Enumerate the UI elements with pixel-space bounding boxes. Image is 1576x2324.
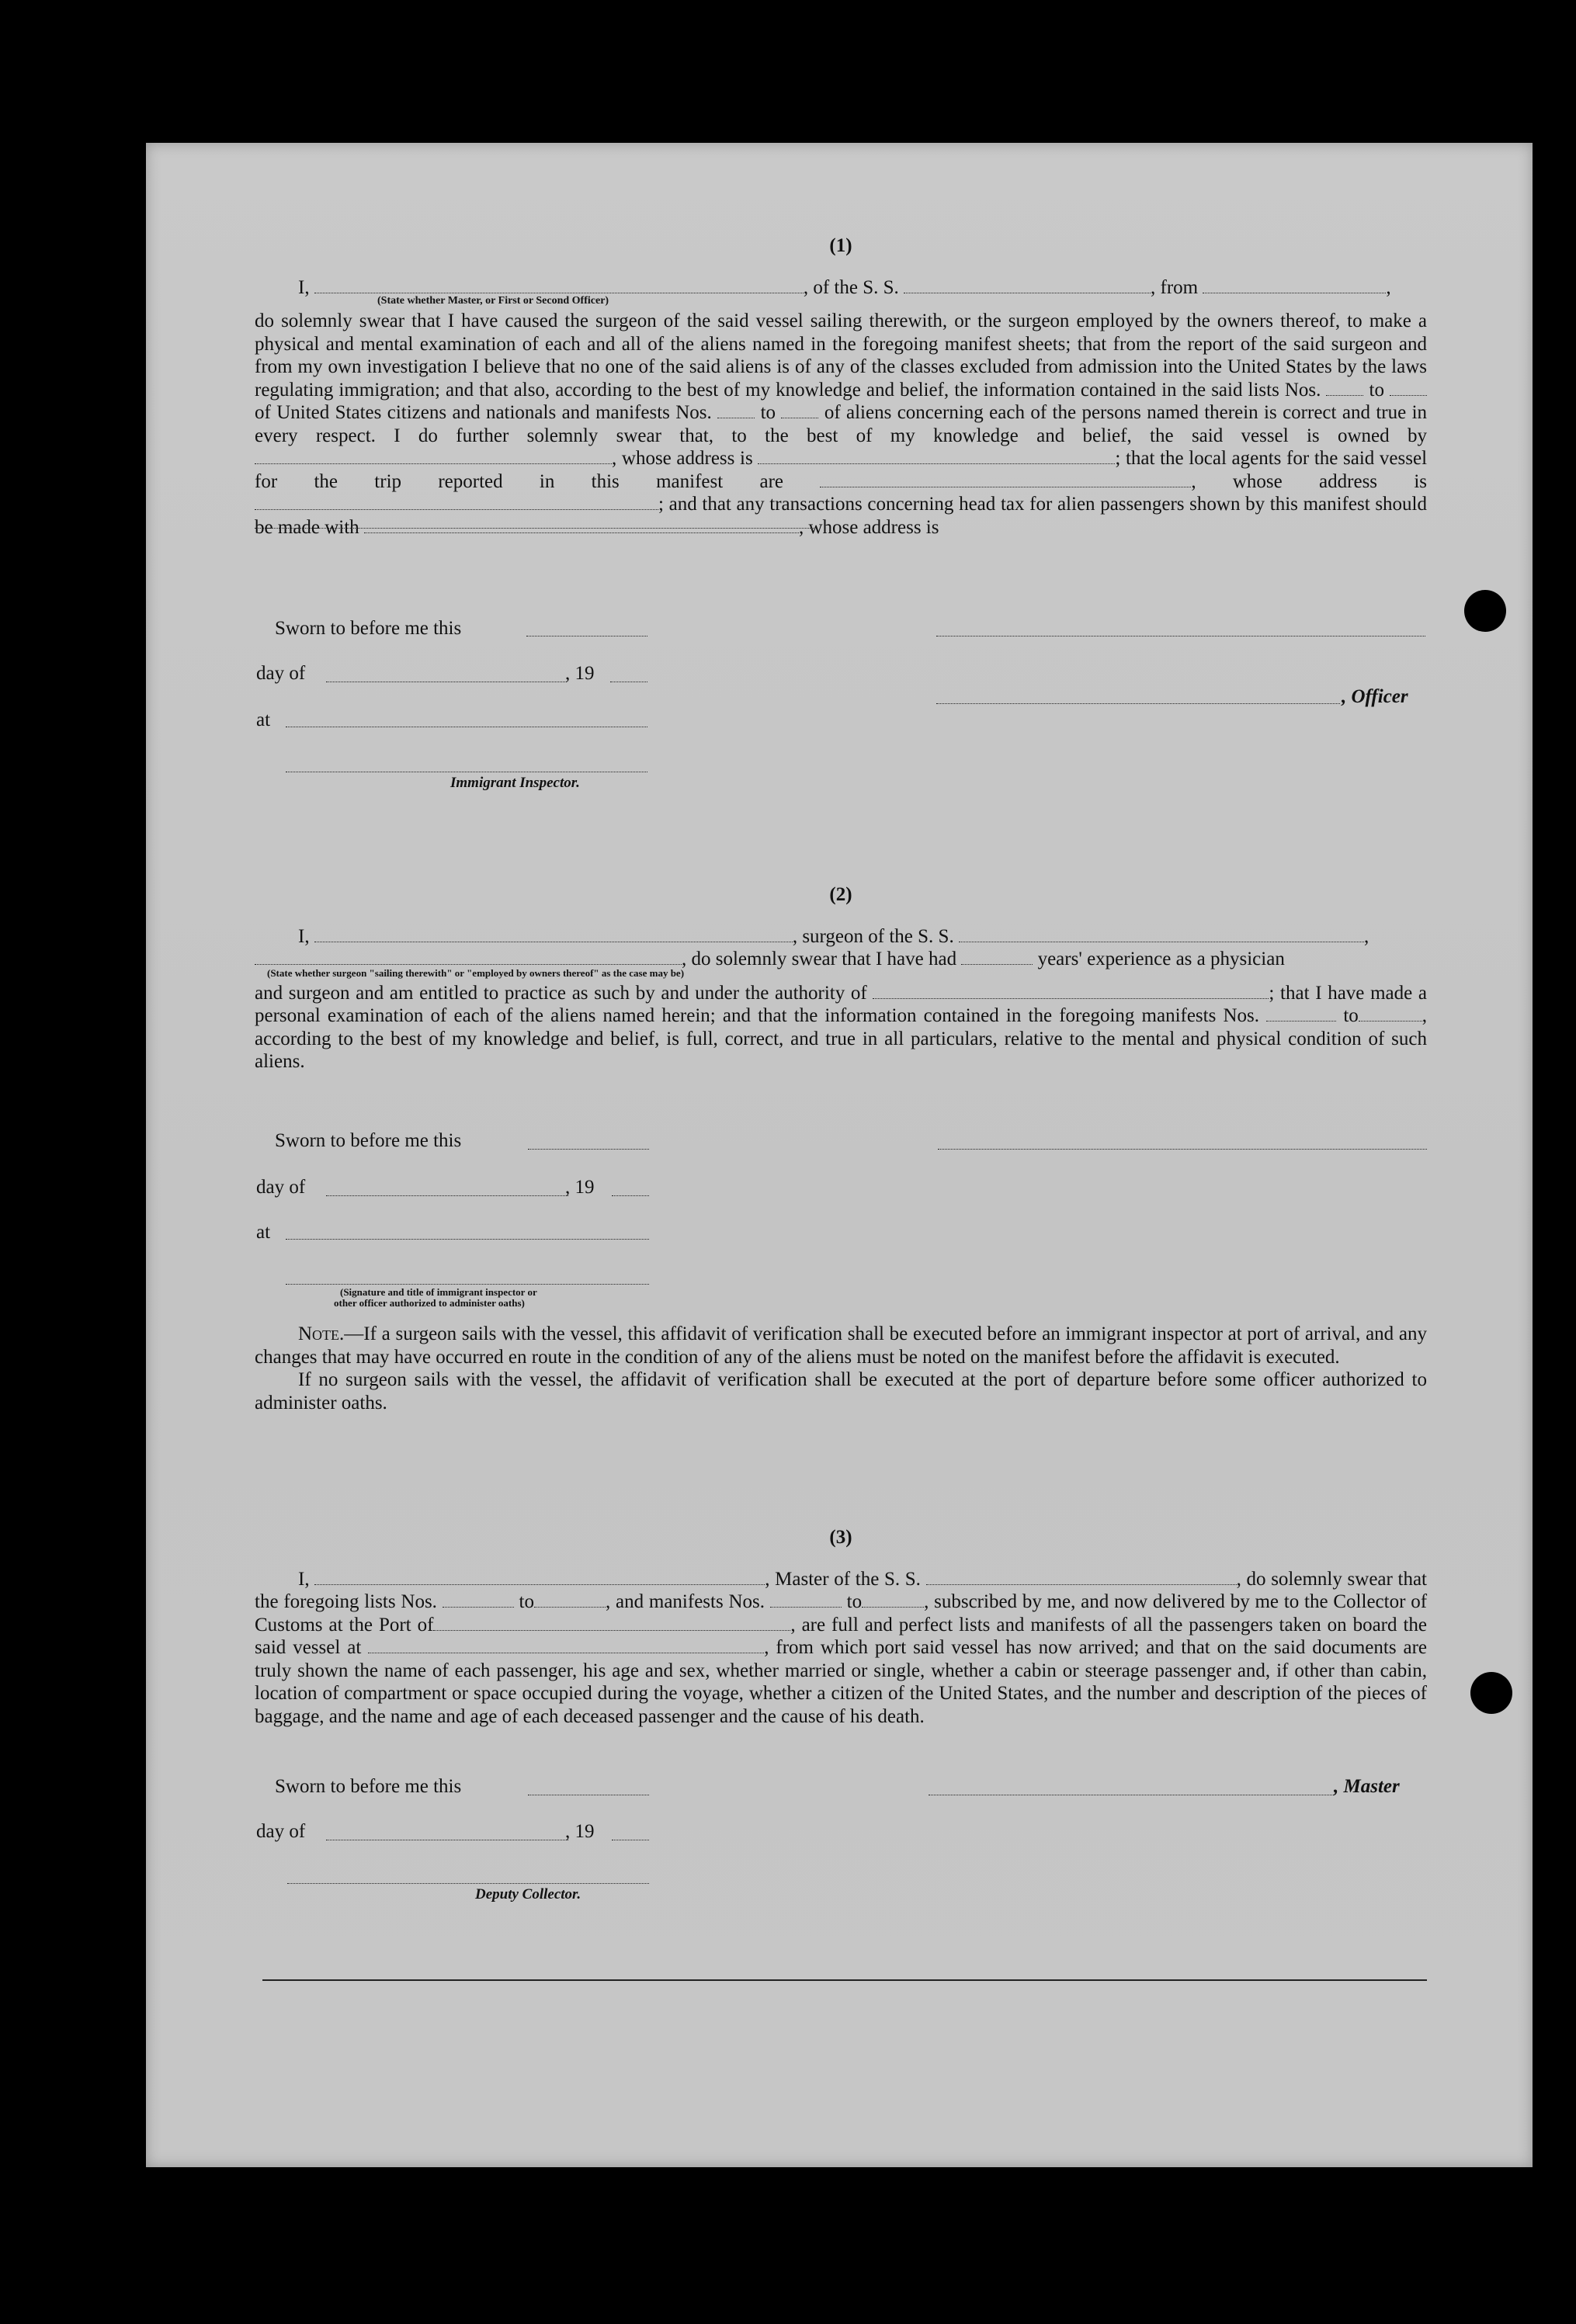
note-text-2: If no surgeon sails with the vessel, the affidavit of verification shall be executed at the port of departure before some officer authorized to administer oaths. [255,1369,1427,1413]
surgeon-manifests-to-field[interactable] [1359,1005,1422,1022]
authority-field[interactable] [873,983,1269,999]
to-label: to [1369,379,1384,401]
from-label: , from [1151,276,1199,298]
signature-note-2: other officer authorized to administer oaths) [334,1297,525,1309]
surgeon-type-field-cont[interactable] [255,949,682,965]
lists-to-field[interactable] [1390,380,1427,396]
note-text: —If a surgeon sails with the vessel, this affidavit of verification shall be executed before an immigrant inspector at port of arrival, and any changes that may have occurred en route in the condition of any of the aliens must be noted on the manifest before the affidavit is executed. [255,1323,1427,1368]
years-label: years' experience as a physician [1037,949,1285,969]
section-number: (1) [829,235,852,256]
owner-field[interactable] [255,448,612,464]
master-label: , Master of the S. S. [765,1568,921,1590]
manifests-from-field[interactable] [717,402,755,418]
at-label-1: at [256,709,271,730]
year-label-1: , 19 [565,663,595,684]
master-manifests-from-field[interactable] [770,1591,842,1608]
officer-label: , Officer [1342,686,1408,707]
pronoun: I, [298,276,310,298]
to-label: to [519,1591,534,1612]
vessel-label: , of the S. S. [803,276,899,298]
pronoun: I, [298,1568,310,1590]
day-of-label-2: day of [256,1177,306,1198]
section-number: (3) [829,1527,852,1548]
punch-hole-top [1464,590,1506,632]
oath-text-a: do solemnly swear that I have caused the surgeon of the said vessel sailing therewith, or the surgeon employed by the owners thereof, to make a physical and mental examination of each and all of the aliens named in the foregoing manifest sheets; that from the report of the said surgeon and from my own investigation I believe that no one of the said aliens is of any of the classes excluded from admission into the United States by the laws regulating immigration; and that also, according to the best of my knowledge and belief, the information contained in the said lists Nos. [255,310,1427,401]
oath-text-b: of United States citizens and nationals and manifests Nos. [255,402,712,423]
master-lists-to-field[interactable] [534,1591,606,1608]
month-field-2[interactable] [326,1195,568,1196]
officer-rank-field[interactable] [314,277,804,293]
master-manifests-to-field[interactable] [862,1591,924,1608]
master-signature-label: , Master [1334,1776,1400,1797]
surgeon-text-b: that I have made a personal examination of each of the aliens named herein; and that the information contained in the foregoing manifests Nos. [255,982,1427,1026]
master-text-a: swear that the foregoing lists Nos. [255,1568,1427,1612]
boarding-port-field[interactable] [368,1637,764,1653]
master-text-b: , and manifests Nos. [605,1591,765,1612]
note-block [255,1323,1427,1414]
surgeon-vessel-field[interactable] [959,926,1364,942]
agents-address-field[interactable] [255,494,658,510]
officer-signature-line[interactable] [936,703,1340,704]
punct: ; [1115,448,1121,469]
at-label-2: at [256,1222,271,1243]
head-tax-party-field[interactable] [364,517,799,533]
year-label-3: , 19 [565,1821,595,1842]
master-text-c: , subscribed by me, and now delivered by me to the Collector of Customs at the Port of [255,1591,1428,1635]
agents-field[interactable] [820,471,1191,487]
surgeon-manifests-from-field[interactable] [1266,1005,1336,1022]
oath-text-d: that the local agents for the said vessel for the trip reported in this manifest are [255,448,1428,492]
surgeon-text-c: , according to the best of my knowledge and belief, is full, correct, and true in all particulars, relative to the mental and physical condition of such aliens. [255,1005,1428,1072]
sworn-label-1: Sworn to before me this [275,618,462,639]
to-label: to [846,1591,863,1612]
day-of-label-1: day of [256,663,306,684]
inspector-label: Immigrant Inspector. [450,775,580,791]
sworn-date-field-2[interactable] [528,1149,649,1150]
collector-label: Deputy Collector. [475,1886,581,1903]
lists-from-field[interactable] [1326,380,1363,396]
swear-label: , do solemnly [1236,1568,1342,1590]
master-text-d: , are full and perfect lists and manifests of all the passengers taken on board the said vessel at [255,1614,1427,1658]
bottom-rule [262,1979,1427,1981]
day-of-label-3: day of [256,1821,306,1842]
surgeon-type-field[interactable] [314,926,793,942]
swear-label: , do solemnly swear that I have had [682,949,957,969]
collector-signature-line[interactable] [287,1883,649,1884]
official-signature-line[interactable] [286,1284,649,1285]
signature-note-1: (Signature and title of immigrant inspector or [340,1286,537,1298]
oath-text-e: whose address is [1232,470,1428,492]
surgeon-text-a: and surgeon and am entitled to practice as such by and under the authority of [255,982,867,1004]
punct: , [1191,470,1196,492]
sworn-label-3: Sworn to before me this [275,1776,462,1797]
master-text-e: , from which port said vessel has now arrived; and that on the said documents are truly shown the name of each passenger, his age and sex, whether married or single, whether a cabin or steerage passenger and, if other than cabin, location of compartment or space occupied during the voyage, whether a citizen of the United States, and the number and description of the pieces of baggage, and the name and age of each deceased passenger and the cause of his death. [255,1637,1428,1727]
form-page [146,143,1533,2167]
to-label: to [1343,1005,1359,1026]
oath-text-f: ; and that any transactions concerning head tax for alien passengers shown by this manifest should be made with [255,494,1427,538]
pronoun: I, [298,925,310,947]
to-label: to [760,402,776,423]
affidavit-section-3 [255,1526,1427,1728]
port-field[interactable] [433,1615,790,1631]
sworn-label-2: Sworn to before me this [275,1130,462,1151]
year-label-2: , 19 [565,1177,595,1198]
head-tax-address-field[interactable] [255,528,814,529]
place-field-2[interactable] [286,1239,649,1240]
affidavit-section-2: (2) I, , surgeon of the S. S. , , do solemnly swear that I have had years' experience as a physician (State whether surgeon "sailing therewith" or "employed by owners thereof" as the case may be) and surgeon and am entitled to practice as such by and under the authority of ; that I have made a personal examination of each of the aliens named herein; and that the information contained in the foregoing manifests Nos. to , according to the best of my knowledge and belief, is full, correct, and true in all particulars, relative to the mental and physical condition of such aliens. [255,884,1428,1072]
years-field[interactable] [961,949,1033,965]
manifests-to-field[interactable] [781,402,818,418]
section-number: (2) [829,884,852,905]
owner-address-field[interactable] [758,448,1115,464]
note-label: Note. [298,1323,345,1344]
address-label: , whose address is [612,448,753,469]
master-name-field[interactable] [314,1569,765,1585]
vessel-name-field[interactable] [904,277,1151,293]
punch-hole-bottom [1470,1672,1512,1714]
oath-text-c: of aliens concerning each of the persons named therein is correct and true in every respect. I do further solemnly swear that, to the best of my knowledge and belief, the said vessel is owned by [255,402,1428,446]
surgeon-signature-line[interactable] [938,1149,1427,1150]
officer-note: (State whether Master, or First or Second Officer) [377,295,609,307]
master-vessel-field[interactable] [926,1569,1237,1585]
affidavit-section-1: (1) I, , of the S. S. , from , (State whether Master, or First or Second Officer) do solemnly swear that I have caused the surgeon of the said vessel sailing therewith, or the surgeon employed by the owners thereof, to make a physical and mental examination of each and all of the aliens named in the foregoing manifest sheets; that from the report of the said surgeon and from my own investigation I believe that no one of the said aliens is of any of the classes excluded from admission into the United States by the laws regulating immigration; and that also, according to the best of my knowledge and belief, the information contained in the said lists Nos. to of United States citizens and nationals and manifests Nos. to of aliens concerning each of the persons named therein is correct and true in every respect. I do further solemnly swear that, to the best of my knowledge and belief, the said vessel is owned by , whose address is ; that the local agents for the said vessel for the trip reported in this manifest are , whose address is ; and that any transactions concerning head tax for alien passengers shown by this manifest should be made with , whose address is [255,235,1428,538]
oath-text-g: , whose address is [798,516,939,538]
surgeon-note: (State whether surgeon "sailing therewith" or "employed by owners thereof" as the case may be) [267,966,685,979]
departure-port-field[interactable] [1203,277,1386,293]
year-field-2[interactable] [612,1195,649,1196]
surgeon-label: , surgeon of the S. S. [792,925,954,947]
master-lists-from-field[interactable] [443,1591,514,1608]
